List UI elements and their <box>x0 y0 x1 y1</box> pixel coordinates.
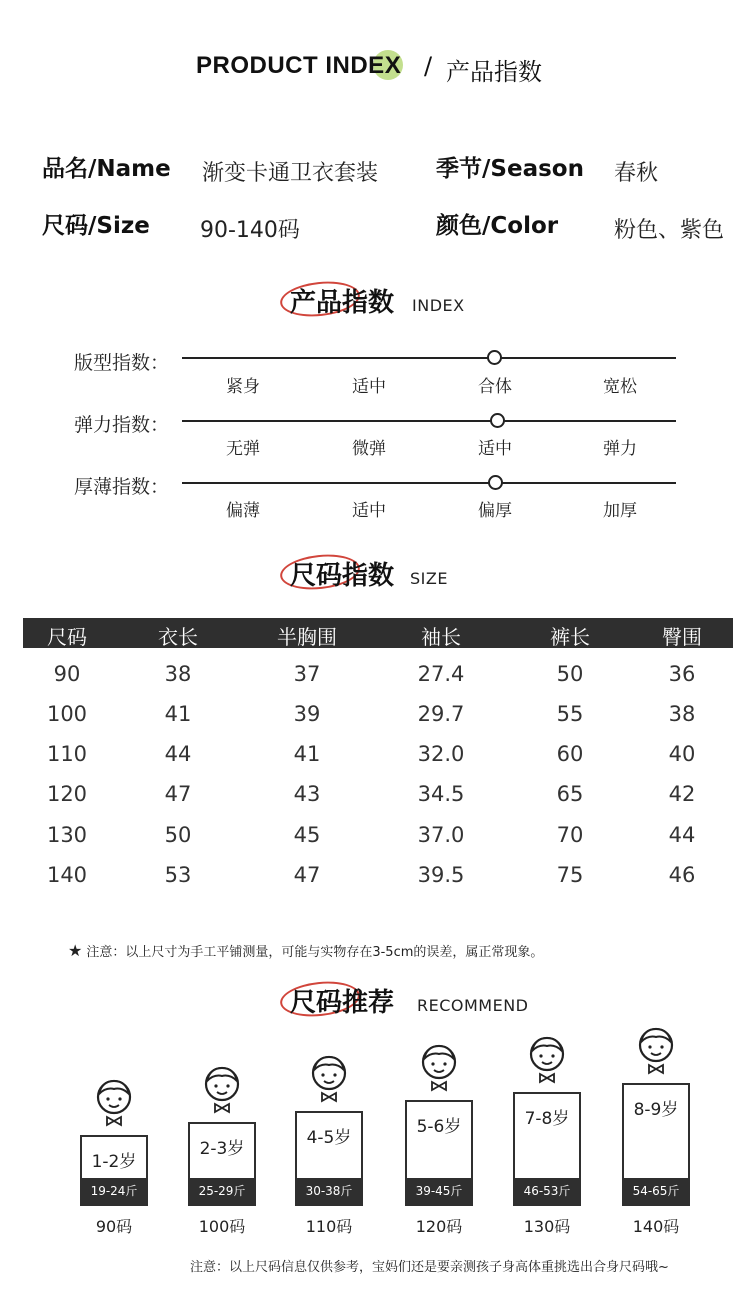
recommend-title-en: RECOMMEND <box>417 996 529 1015</box>
table-cell: 41 <box>164 702 192 726</box>
name-value: 渐变卡通卫衣套装 <box>202 161 379 186</box>
table-cell: 29.7 <box>417 702 465 726</box>
table-cell: 45 <box>293 823 321 847</box>
recommend-box <box>295 1111 363 1206</box>
table-cell: 44 <box>164 742 192 766</box>
table-cell: 50 <box>164 823 192 847</box>
table-header-cell: 袖长 <box>421 625 461 649</box>
thickness-option: 适中 <box>352 501 386 521</box>
age-label: 4-5岁 <box>306 1128 352 1148</box>
index-section-title <box>272 282 492 322</box>
recommend-size-label: 100码 <box>198 1217 246 1236</box>
table-cell: 110 <box>46 742 88 766</box>
table-cell: 50 <box>556 662 584 686</box>
table-cell: 36 <box>668 662 696 686</box>
thickness-index-knob <box>488 475 503 490</box>
recommend-box <box>80 1135 148 1206</box>
table-cell: 46 <box>668 863 696 887</box>
table-cell: 75 <box>556 863 584 887</box>
table-cell: 53 <box>164 863 192 887</box>
thickness-index-line <box>182 482 676 484</box>
stretch-option: 适中 <box>478 439 512 459</box>
size-section-title <box>272 555 472 595</box>
age-label: 1-2岁 <box>91 1152 137 1172</box>
table-cell: 120 <box>46 782 88 806</box>
index-title-en: INDEX <box>412 296 465 315</box>
size-table-header <box>23 618 733 648</box>
recommend-section-title <box>272 982 552 1022</box>
weight-label: 46-53斤 <box>515 1178 579 1204</box>
table-cell: 32.0 <box>417 742 465 766</box>
recommend-box <box>188 1122 256 1206</box>
size-value: 90-140码 <box>200 218 300 243</box>
table-cell: 39 <box>293 702 321 726</box>
stretch-option: 弹力 <box>603 439 637 459</box>
fit-index-label: 版型指数： <box>74 352 170 374</box>
stretch-index-knob <box>490 413 505 428</box>
recommend-size-label: 140码 <box>632 1217 680 1236</box>
header-title-cn: 产品指数 <box>446 58 542 86</box>
kid-head-icon <box>636 1025 676 1081</box>
table-cell: 65 <box>556 782 584 806</box>
age-label: 7-8岁 <box>524 1109 570 1129</box>
table-cell: 42 <box>668 782 696 806</box>
fit-option: 紧身 <box>226 377 260 397</box>
weight-label: 30-38斤 <box>297 1178 361 1204</box>
table-cell: 38 <box>668 702 696 726</box>
weight-label: 25-29斤 <box>190 1178 254 1204</box>
thickness-index-label: 厚薄指数： <box>74 476 170 498</box>
recommend-size-label: 120码 <box>415 1217 463 1236</box>
age-label: 2-3岁 <box>199 1139 245 1159</box>
page-header <box>0 52 750 92</box>
header-title-en: PRODUCT INDEX <box>196 52 402 79</box>
table-header-cell: 裤长 <box>550 625 590 649</box>
table-cell: 43 <box>293 782 321 806</box>
table-header-cell: 半胸围 <box>277 625 337 649</box>
table-header-cell: 臀围 <box>662 625 702 649</box>
recommend-box <box>513 1092 581 1206</box>
size-title-en: SIZE <box>410 569 448 588</box>
kid-head-icon <box>309 1053 349 1109</box>
season-value: 春秋 <box>614 161 659 186</box>
kid-head-icon <box>202 1064 242 1120</box>
season-label: 季节/Season <box>436 156 584 182</box>
kid-head-icon <box>94 1077 134 1133</box>
kid-head-icon <box>419 1042 459 1098</box>
table-cell: 41 <box>293 742 321 766</box>
index-title-cn: 产品指数 <box>290 288 395 318</box>
recommend-box <box>405 1100 473 1206</box>
weight-label: 54-65斤 <box>624 1178 688 1204</box>
weight-label: 39-45斤 <box>407 1178 471 1204</box>
age-label: 8-9岁 <box>633 1100 679 1120</box>
recommend-box <box>622 1083 690 1206</box>
table-cell: 47 <box>164 782 192 806</box>
fit-option: 宽松 <box>603 377 637 397</box>
table-cell: 37 <box>293 662 321 686</box>
stretch-option: 微弹 <box>352 439 386 459</box>
fit-index-knob <box>487 350 502 365</box>
name-label: 品名/Name <box>42 156 171 182</box>
table-cell: 55 <box>556 702 584 726</box>
recommend-title-cn: 尺码推荐 <box>290 988 395 1018</box>
table-cell: 27.4 <box>417 662 465 686</box>
table-header-cell: 尺码 <box>47 625 87 649</box>
table-cell: 38 <box>164 662 192 686</box>
recommend-note: 注意：以上尺码信息仅供参考，宝妈们还是要亲测孩子身高体重挑选出合身尺码哦~ <box>190 1260 669 1275</box>
star-icon: ★ <box>68 941 83 960</box>
stretch-index-line <box>182 420 676 422</box>
table-cell: 44 <box>668 823 696 847</box>
recommend-size-label: 110码 <box>305 1217 353 1236</box>
thickness-option: 偏厚 <box>478 501 512 521</box>
table-header-cell: 衣长 <box>158 625 198 649</box>
table-cell: 130 <box>46 823 88 847</box>
stretch-option: 无弹 <box>226 439 260 459</box>
thickness-option: 偏薄 <box>226 501 260 521</box>
size-title-cn: 尺码指数 <box>290 561 395 591</box>
thickness-option: 加厚 <box>603 501 637 521</box>
table-cell: 90 <box>53 662 81 686</box>
table-cell: 100 <box>46 702 88 726</box>
table-cell: 60 <box>556 742 584 766</box>
table-cell: 34.5 <box>417 782 465 806</box>
color-value: 粉色、紫色 <box>614 218 725 243</box>
weight-label: 19-24斤 <box>82 1178 146 1204</box>
header-separator: / <box>424 52 433 80</box>
table-cell: 140 <box>46 863 88 887</box>
fit-option: 合体 <box>478 377 512 397</box>
size-label: 尺码/Size <box>42 213 150 239</box>
color-label: 颜色/Color <box>436 213 559 239</box>
kid-head-icon <box>527 1034 567 1090</box>
table-cell: 39.5 <box>417 863 465 887</box>
table-cell: 47 <box>293 863 321 887</box>
fit-option: 适中 <box>352 377 386 397</box>
table-cell: 40 <box>668 742 696 766</box>
recommend-size-label: 130码 <box>523 1217 571 1236</box>
stretch-index-label: 弹力指数： <box>74 414 170 436</box>
fit-index-line <box>182 357 676 359</box>
table-cell: 37.0 <box>417 823 465 847</box>
recommend-size-label: 90码 <box>95 1217 133 1236</box>
table-cell: 70 <box>556 823 584 847</box>
age-label: 5-6岁 <box>416 1117 462 1137</box>
size-note: ★ 注意：以上尺寸为手工平铺测量，可能与实物存在3-5cm的误差，属正常现象。 <box>68 941 544 960</box>
